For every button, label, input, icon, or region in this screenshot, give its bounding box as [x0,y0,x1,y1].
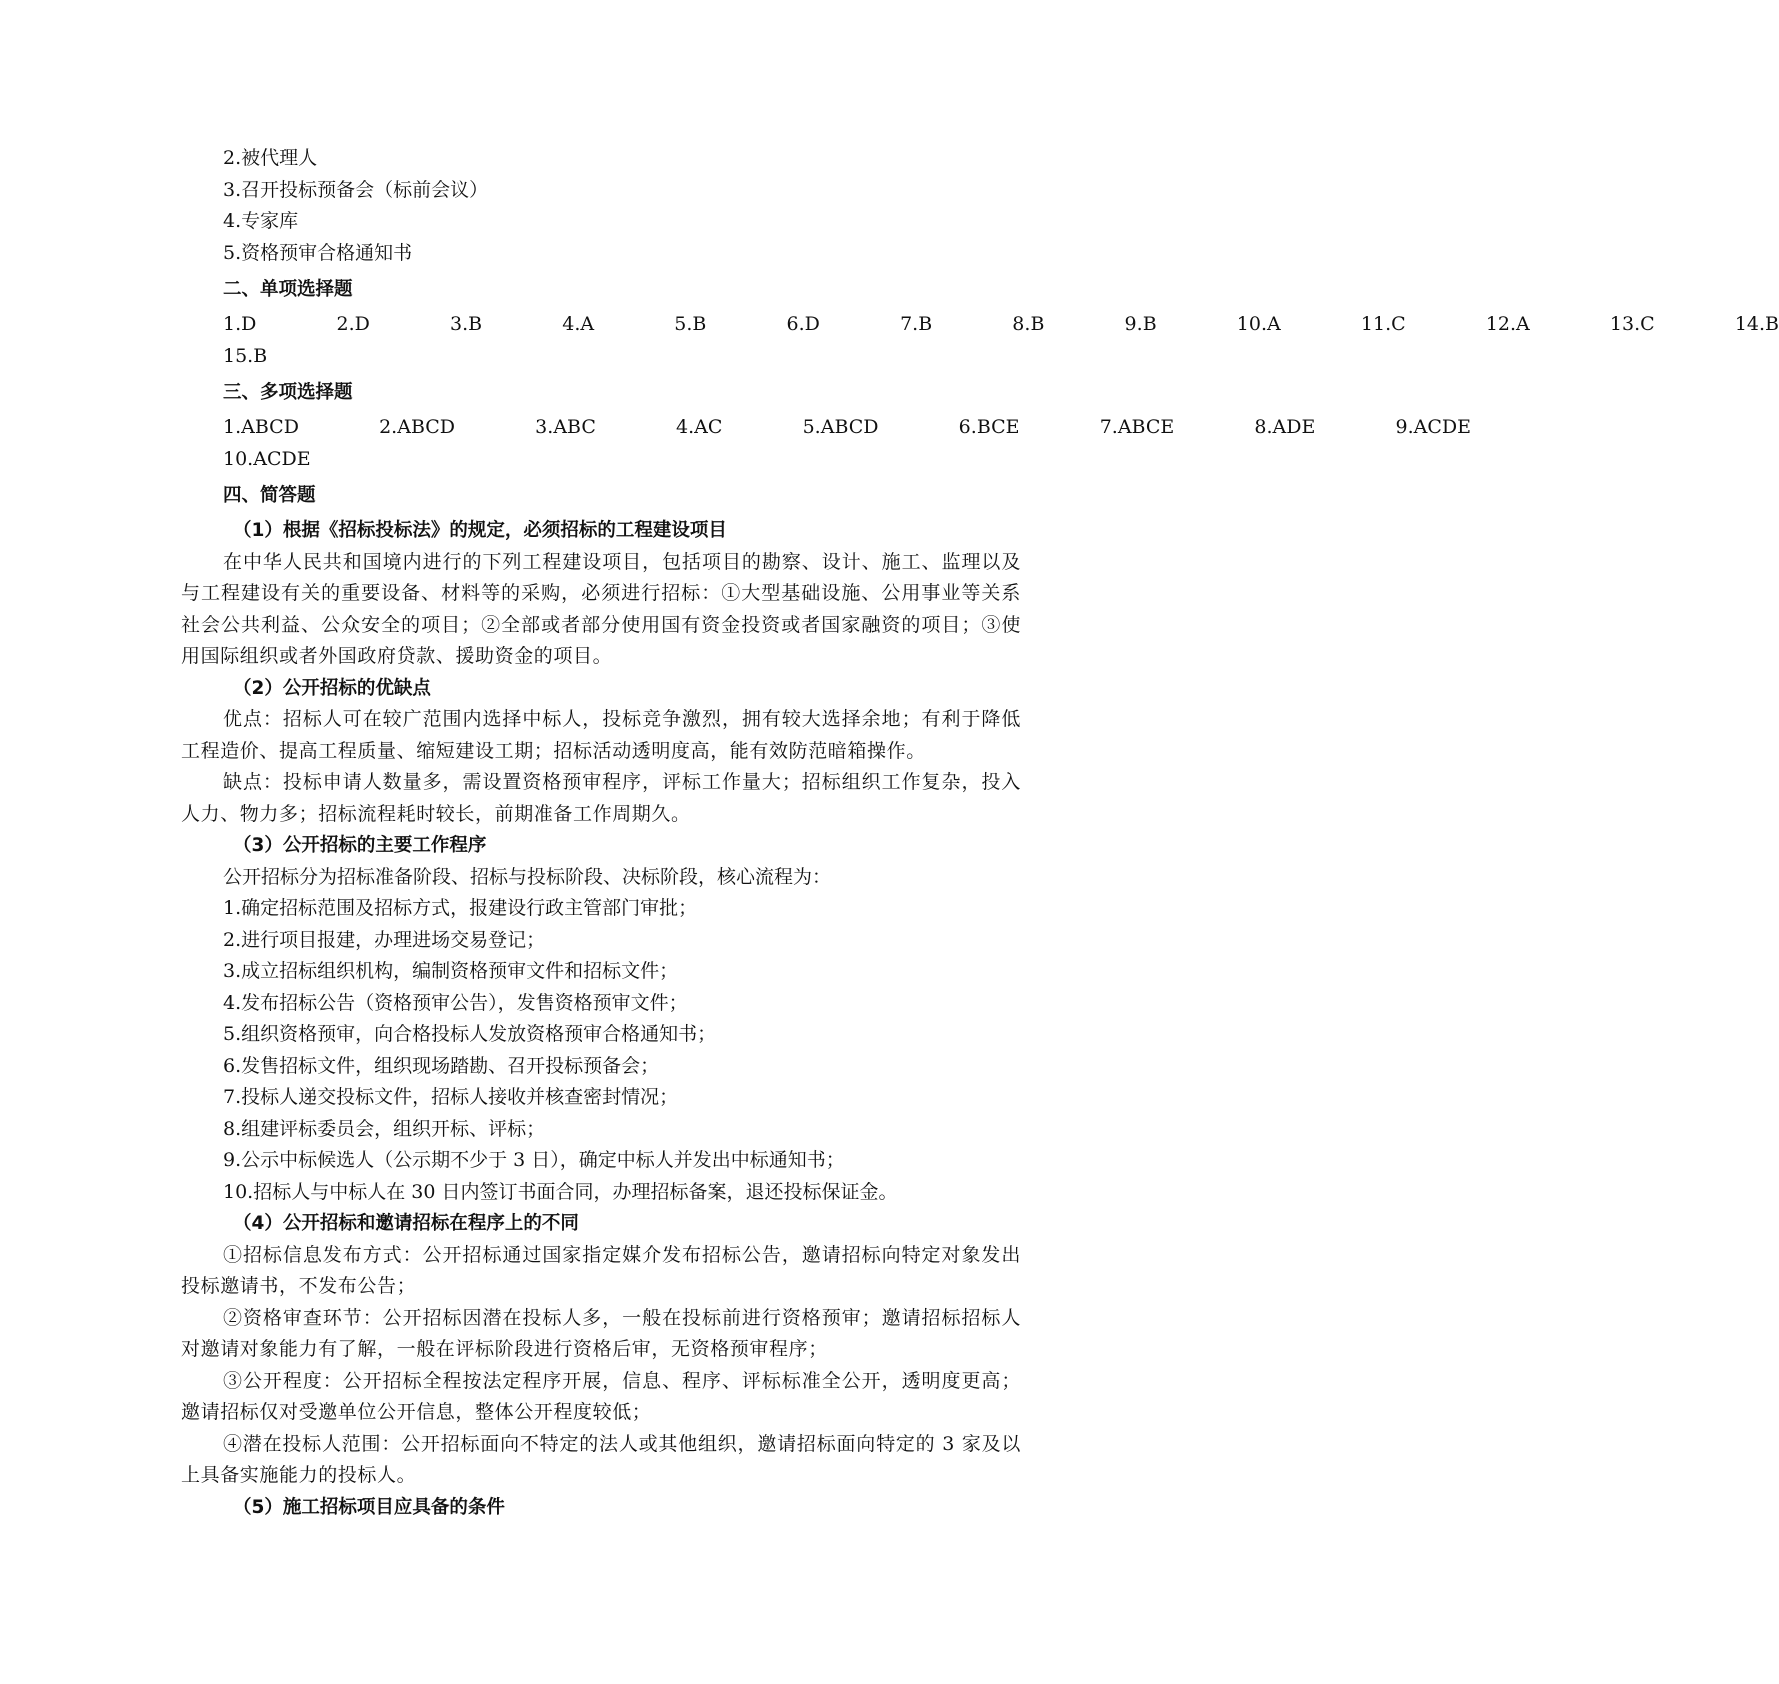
section-heading-short-answer: 四、简答题 [223,485,316,506]
difference-point: ③公开程度：公开招标全程按法定程序开展，信息、程序、评标标准全公开，透明度更高；邀请招标仅对受邀单位公开信息，整体公开程度较低； [181,1369,1021,1423]
procedure-step: 9.公示中标候选人（公示期不少于 3 日），确定中标人并发出中标通知书； [223,1149,845,1171]
term-item: 3.召开投标预备会（标前会议） [223,178,489,201]
question-2-pros: 优点：招标人可在较广范围内选择中标人，投标竞争激烈，拥有较大选择余地；有利于降低工程造价、提高工程质量、缩短建设工期；招标活动透明度高，能有效防范暗箱操作。 [181,708,1021,762]
page-content [181,143,1779,1523]
procedure-step: 2.进行项目报建，办理进场交易登记； [223,928,546,951]
procedure-step: 7.投标人递交投标文件，招标人接收并核查密封情况； [223,1086,679,1108]
procedure-step: 5.组织资格预审，向合格投标人发放资格预审合格通知书； [223,1023,717,1045]
procedure-step: 4.发布招标公告（资格预审公告），发售资格预审文件； [223,991,688,1014]
question-4-title: （4）公开招标和邀请招标在程序上的不同 [233,1213,579,1234]
question-2-cons: 缺点：投标申请人数量多，需设置资格预审程序，评标工作量大；招标组织工作复杂，投入人力、物力多；招标流程耗时较长，前期准备工作周期久。 [181,771,1021,825]
question-1-title: （1）根据《招标投标法》的规定，必须招标的工程建设项目 [233,520,727,541]
procedure-step: 8.组建评标委员会，组织开标、评标； [223,1117,546,1140]
difference-point: ④潜在投标人范围：公开招标面向不特定的法人或其他组织，邀请招标面向特定的 3 家及以上具备实施能力的投标人。 [181,1432,1021,1486]
difference-point: ①招标信息发布方式：公开招标通过国家指定媒介发布招标公告，邀请招标向特定对象发出投标邀请书，不发布公告； [181,1243,1021,1297]
question-3-intro: 公开招标分为招标准备阶段、招标与投标阶段、决标阶段，核心流程为： [223,865,832,888]
question-3-title: （3）公开招标的主要工作程序 [233,835,487,856]
section-heading-multi-choice: 三、多项选择题 [223,382,353,403]
question-1-body: 在中华人民共和国境内进行的下列工程建设项目，包括项目的勘察、设计、施工、监理以及与工程建设有关的重要设备、材料等的采购，必须进行招标：①大型基础设施、公用事业等关系社会公共利益、公众安全的项目；②全部或者部分使用国有资金投资或者国家融资的项目；③使用国际组织或者外国政府贷款、援助资金的项目。 [181,550,1021,667]
term-item: 4.专家库 [223,210,299,232]
procedure-step: 3.成立招标组织机构，编制资格预审文件和招标文件； [223,960,679,982]
procedure-step: 1.确定招标范围及招标方式，报建设行政主管部门审批； [223,897,698,919]
single-choice-answers-line-2: 15.B [223,344,268,367]
single-choice-answers-line-1: 1.D 2.D 3.B 4.A 5.B 6.D 7.B 8.B 9.B 10.A 11.C 12.A 13.C 14.B [223,313,1779,335]
question-2-title: （2）公开招标的优缺点 [233,677,431,699]
question-5-title: （5）施工招标项目应具备的条件 [233,1496,505,1518]
term-item: 2.被代理人 [223,147,318,169]
multi-choice-answers-line-2: 10.ACDE [223,447,311,470]
section-heading-single-choice: 二、单项选择题 [223,279,353,300]
term-item: 5.资格预审合格通知书 [223,241,413,264]
procedure-step: 10.招标人与中标人在 30 日内签订书面合同，办理招标备案，退还投标保证金。 [223,1180,898,1203]
procedure-step: 6.发售招标文件，组织现场踏勘、召开投标预备会； [223,1054,660,1077]
multi-choice-answers-line-1: 1.ABCD 2.ABCD 3.ABC 4.AC 5.ABCD 6.BCE 7.ABCE 8.ADE 9.ACDE [223,416,1472,438]
difference-point: ②资格审查环节：公开招标因潜在投标人多，一般在投标前进行资格预审；邀请招标招标人对邀请对象能力有了解，一般在评标阶段进行资格后审，无资格预审程序； [181,1306,1021,1360]
